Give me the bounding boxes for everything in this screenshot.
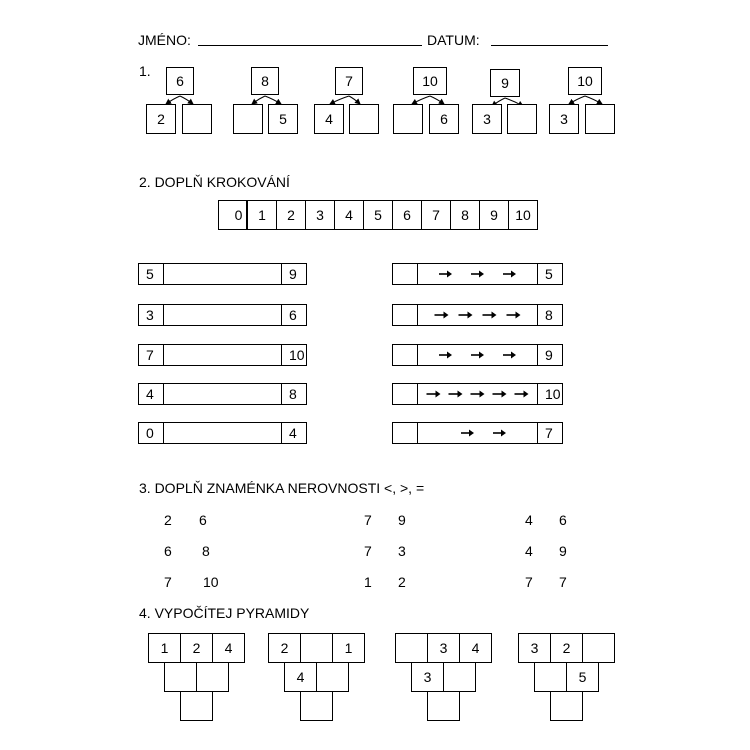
arrow-end-cell: 5 <box>537 263 563 285</box>
number-line-cell: 0 <box>218 200 247 230</box>
inequality-number: 7 <box>364 512 372 528</box>
inequality-number: 7 <box>525 574 533 590</box>
inequality-number: 2 <box>398 574 406 590</box>
inequality-sign-slot[interactable] <box>537 512 557 528</box>
pyramid-cell-top: 4 <box>212 633 245 663</box>
inequality-sign-slot[interactable] <box>537 543 557 559</box>
arrow-end-cell: 9 <box>537 344 563 366</box>
tree-top-box: 7 <box>335 67 363 95</box>
pyramid-cell-top: 1 <box>332 633 365 663</box>
step-start-cell: 7 <box>138 344 164 366</box>
inequality-number: 3 <box>398 543 406 559</box>
pyramid-cell-top: 1 <box>148 633 181 663</box>
tree-left-box: 3 <box>472 104 502 134</box>
arrow-head-icon <box>469 430 474 437</box>
inequality-sign-slot[interactable] <box>176 543 197 559</box>
pyramid-cell-bottom[interactable] <box>550 691 583 721</box>
pyramid-cell-top: 2 <box>268 633 301 663</box>
step-start-cell: 5 <box>138 263 164 285</box>
pyramid-cell-middle: 3 <box>411 662 444 692</box>
inequality-sign-slot[interactable] <box>176 574 197 590</box>
tree-left-box: 4 <box>314 104 344 134</box>
pyramid-cell-middle[interactable] <box>316 662 349 692</box>
pyramid-cell-top: 2 <box>180 633 213 663</box>
arrow-head-icon <box>501 430 506 437</box>
tree-right-box: 5 <box>268 104 298 134</box>
number-line-cell: 7 <box>421 200 451 230</box>
inequality-number: 7 <box>559 574 567 590</box>
pyramid-cell-top: 4 <box>459 633 492 663</box>
inequality-sign-slot[interactable] <box>176 512 197 528</box>
inequality-number: 6 <box>199 512 207 528</box>
inequality-sign-slot[interactable] <box>376 574 396 590</box>
number-line-cell: 6 <box>392 200 422 230</box>
pyramid-cell-middle: 5 <box>566 662 599 692</box>
tree-top-box: 9 <box>490 69 520 97</box>
inequality-number: 4 <box>525 543 533 559</box>
pyramid-cell-top[interactable] <box>582 633 615 663</box>
number-line-cell: 10 <box>508 200 538 230</box>
pyramid-cell-middle[interactable] <box>443 662 476 692</box>
inequality-number: 6 <box>559 512 567 528</box>
number-line-cell: 4 <box>334 200 364 230</box>
tree-right-box: 6 <box>429 104 459 134</box>
inequality-number: 9 <box>559 543 567 559</box>
task2-title: 2. DOPLŇ KROKOVÁNÍ <box>139 174 290 190</box>
inequality-number: 7 <box>164 574 172 590</box>
pyramid-cell-bottom[interactable] <box>427 691 460 721</box>
inequality-sign-slot[interactable] <box>376 512 396 528</box>
inequality-number: 2 <box>164 512 172 528</box>
number-line-cell: 5 <box>363 200 393 230</box>
tree-top-box: 6 <box>166 67 194 95</box>
pyramid-cell-middle[interactable] <box>164 662 197 692</box>
pyramid-cell-bottom[interactable] <box>300 691 333 721</box>
name-label: JMÉNO: <box>138 32 191 48</box>
pyramid-cell-middle[interactable] <box>196 662 229 692</box>
pyramid-cell-bottom[interactable] <box>180 691 213 721</box>
date-label: DATUM: <box>427 32 480 48</box>
step-end-cell: 6 <box>281 304 307 326</box>
step-start-cell: 0 <box>138 422 164 444</box>
inequality-number: 9 <box>398 512 406 528</box>
arrow-end-cell: 7 <box>537 422 563 444</box>
number-line-cell: 1 <box>247 200 277 230</box>
step-start-cell: 3 <box>138 304 164 326</box>
task4-title: 4. VYPOČÍTEJ PYRAMIDY <box>139 605 310 621</box>
pyramid-cell-top: 3 <box>427 633 460 663</box>
inequality-number: 7 <box>364 543 372 559</box>
tree-top-box: 10 <box>413 67 447 95</box>
number-line-cell: 2 <box>276 200 306 230</box>
tree-left-box: 2 <box>146 104 176 134</box>
pyramid-cell-top: 3 <box>518 633 551 663</box>
inequality-number: 1 <box>364 574 372 590</box>
inequality-number: 8 <box>202 543 210 559</box>
inequality-number: 10 <box>203 574 219 590</box>
step-end-cell: 9 <box>281 263 307 285</box>
inequality-sign-slot[interactable] <box>537 574 557 590</box>
arrow-end-cell: 10 <box>537 383 563 405</box>
step-end-cell: 4 <box>281 422 307 444</box>
inequality-number: 4 <box>525 512 533 528</box>
number-line-cell: 3 <box>305 200 335 230</box>
step-start-cell: 4 <box>138 383 164 405</box>
pyramid-cell-top[interactable] <box>395 633 428 663</box>
pyramid-cell-top: 2 <box>550 633 583 663</box>
number-line-cell: 9 <box>479 200 509 230</box>
task3-title: 3. DOPLŇ ZNAMÉNKA NEROVNOSTI <, >, = <box>139 480 425 496</box>
pyramid-cell-middle: 4 <box>284 662 317 692</box>
arrow-end-cell: 8 <box>537 304 563 326</box>
step-end-cell: 10 <box>281 344 307 366</box>
step-end-cell: 8 <box>281 383 307 405</box>
inequality-sign-slot[interactable] <box>376 543 396 559</box>
pyramid-cell-top[interactable] <box>300 633 333 663</box>
number-line-cell: 8 <box>450 200 480 230</box>
inequality-number: 6 <box>164 543 172 559</box>
tree-top-box: 10 <box>568 67 602 95</box>
pyramid-cell-middle[interactable] <box>534 662 567 692</box>
tree-left-box: 3 <box>549 104 579 134</box>
tree-top-box: 8 <box>251 67 279 95</box>
task1-number: 1. <box>139 63 151 79</box>
